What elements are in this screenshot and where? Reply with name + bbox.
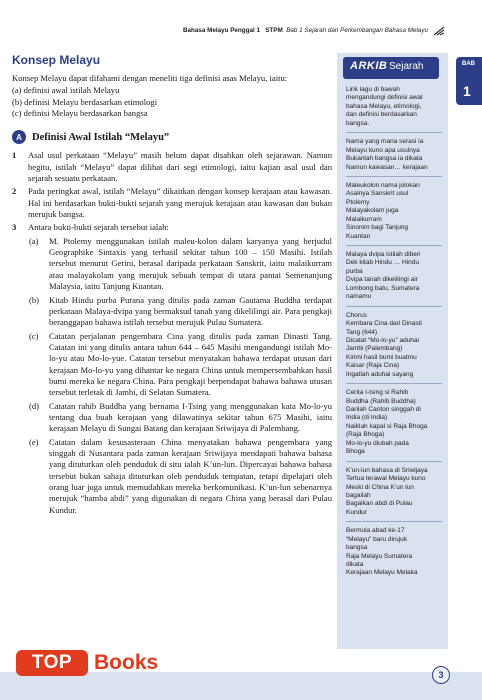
item-letter: (d) (29, 400, 40, 411)
sidebar-note (346, 182, 442, 246)
note-line: Tertua terawal Melayu kuno (346, 475, 426, 483)
item-letter: (b) (29, 294, 40, 305)
note-line: Cerita I-tsing si Rahib (346, 389, 409, 397)
item-letter: (a) (29, 235, 39, 246)
note-line: bangsa (346, 544, 368, 552)
definition-list (12, 85, 332, 119)
numbered-point (12, 222, 332, 233)
evidence-item (28, 331, 332, 399)
note-line: mengandungi definisi awal (346, 94, 423, 102)
note-line: dan definisi berdasarkan (346, 111, 417, 119)
note-line: bahasa Melayu, etimologi, (346, 102, 422, 110)
note-line: Raja Melayu Sumatera (346, 552, 413, 560)
definition-item: (b) definisi Melayu berdasarkan etimologi (12, 96, 158, 107)
topbooks-watermark (16, 650, 186, 676)
chapter-title: Bab 1 Sejarah dan Perkembangan Bahasa Melayu (286, 27, 428, 34)
note-line: Jambi (Palembang) (346, 345, 403, 353)
note-line: Darilah Canton singgah di (346, 406, 421, 413)
evidence-item (28, 401, 332, 435)
arkib-label: ARKIB (350, 60, 388, 72)
note-line: Meski di China K’un lun (346, 483, 414, 491)
note-line: dikata (346, 561, 364, 568)
note-line: “Melayu” baru dirujuk (346, 535, 408, 543)
note-line: Kuantan (346, 232, 371, 240)
sidebar-note (346, 527, 442, 582)
intro-paragraph: Konsep Melayu dapat difahami dengan meneliti tiga definisi asas Melayu, iaitu: (12, 73, 288, 83)
point-number: 3 (12, 222, 17, 233)
main-content (12, 53, 332, 518)
note-line: Lirik lagu di bawah (346, 86, 400, 93)
evidence-item (28, 236, 332, 293)
evidence-item (28, 295, 332, 329)
note-line: Kerajaan Melayu Melaka (346, 569, 418, 577)
section-title: Konsep Melayu (12, 53, 101, 67)
stpm-label: STPM (265, 27, 283, 34)
sidebar-note (346, 312, 442, 385)
note-line: Mo-lo-yu diubah pada (346, 439, 409, 447)
note-line: Ptolemy (346, 198, 370, 206)
note-line: Sinonim bagi Tanjung (346, 224, 409, 232)
sidebar-note (346, 138, 442, 177)
bab-label: BAB (462, 61, 475, 67)
evidence-item (28, 437, 332, 516)
note-line: Malayakolam juga (346, 207, 399, 215)
note-line: Ingatlah aduhai sayang (346, 370, 414, 378)
definition-item: (a) definisi awal istilah Melayu (12, 85, 120, 96)
arkib-sidebar (337, 53, 448, 649)
note-line: K’un-lun bahasa di Sriwijaya (346, 466, 428, 474)
note-line: India (di India) (346, 414, 388, 422)
footer-band (0, 672, 482, 700)
book-title: Bahasa Melayu Penggal 1 (182, 27, 260, 34)
note-line: Asalnya Sanskrit usul (346, 190, 409, 198)
note-line: Dvipa tanah dikelilingi air (346, 276, 418, 284)
page-number: 3 (432, 666, 450, 684)
note-line: Maleukolon nama jolokan (346, 181, 420, 189)
sidebar-note (346, 467, 442, 523)
point-text: Asal usul perkataan “Melayu” masih belum dapat disahkan oleh sejarawan. Namun begitu, istilah “Melayu” dapat dilihat dari segi etimologi, iaitu kajian asal usul dan sejarah sesuatu perkataan. (28, 150, 332, 184)
running-header (183, 27, 428, 34)
note-line: Lombong batu, Sumatera (346, 284, 420, 292)
subsection-title: Definisi Awal Istilah “Melayu” (32, 131, 170, 143)
note-line: Nama yang mana serasi ia (346, 138, 424, 146)
point-text: Antara bukti-bukti sejarah tersebut ialah: (28, 222, 169, 233)
sejarah-label: Sejarah (389, 61, 424, 72)
item-text: Catatan dalam kesusasteraan China menyatakan bahawa pengembara yang singgah di Nusantara pada zaman kerajaan Sriwijaya mendapati bahawa bahasa yang dituturkan oleh penduduk di situ ialah K’un-lun. Dipercayai bahawa bahasa tersebut bukan sahaja dituturkan oleh penduduk tempatan, tetapi dipelajari oleh orang luar juga untuk memudahkan mereka berkomunikasi. K’un-lun sebenarnya merujuk “hamba abdi” yang digunakan di negara China yang berasal dari Pulau Kundur. (49, 436, 332, 515)
sidebar-note (346, 251, 442, 307)
note-line: Bermula abad ke-17 (346, 527, 405, 535)
definition-item: (c) definisi Melayu berdasarkan bangsa (12, 108, 148, 119)
signal-icon (432, 24, 446, 36)
item-letter: (e) (29, 436, 39, 447)
note-line: Bhoga (346, 448, 365, 456)
note-line: Kembara Cina dari Dinasti (346, 320, 422, 328)
bab-number: 1 (463, 83, 471, 99)
watermark-books: Books (94, 651, 159, 674)
note-line: Dek kitab Hindu … Hindu (346, 259, 419, 267)
item-text: Catatan perjalanan pengembara Cina yang ditulis pada zaman Dinasti Tang. Catatan ini yang ditulis antara tahun 644 – 645 Masihi mengandungi istilah Mo-lo-yu atau Mo-lo-yue. Catatan tersebut menyatakan bahawa terdapat utusan dari kerajaan Mo-lo-yu yang dihantar ke negara China untuk mempersembahkan hasil bumi mereka ke negara China. Para pengkaji berpendapat bahawa bahawa utusan tersebut terletak di Jambi, di Selatan Sumatera. (49, 330, 332, 398)
numbered-point (12, 186, 332, 220)
note-line: purba (346, 267, 363, 275)
sidebar-notes (346, 86, 442, 587)
note-line: Buddha (Rahib Buddha) (346, 397, 416, 405)
point-text: Pada peringkat awal, istilah “Melayu” dikaitkan dengan konsep kerajaan atau kawasan. Hal ini berdasarkan bukti-bukti sejarah yang merujuk kerajaan atau kawasan dan bukan merujuk bangsa. (28, 186, 332, 220)
note-line: Malaikurram (346, 215, 382, 223)
arkib-title (343, 57, 444, 79)
note-line: Naiklah kapal si Raja Bhoga (346, 422, 428, 430)
note-line: namamu (346, 293, 372, 301)
sidebar-note (346, 389, 442, 462)
note-line: bagailah (346, 491, 371, 499)
note-line: Namun kawasan… kerajaan (346, 163, 428, 171)
item-text: M. Ptolemy menggunakan istilah maleu-kolon dalam karyanya yang berjudul Geographike Sintaxis yang terhasil sekitar tahun 100 – 150 Masihi. Istilah tersebut menurut Gerini, berasal daripada perkataan Sanskrit, iaitu malaikurram atau malayakolam yang merujuk sebuah tempat di utara pantai Semenanjung Malaysia, iaitu Tanjung Kuantan. (49, 235, 332, 292)
note-line: (Raja Bhoga) (346, 431, 385, 439)
note-line: bangsa. (346, 119, 370, 127)
item-text: Kitab Hindu purba Purana yang ditulis pada zaman Gautama Buddha terdapat perkataan Malaya-dvipa yang bermaksud tanah yang dikelilingi air. Para pengkaji beranggapan bahawa istilah tersebut merujuk Pulau Sumatera. (49, 294, 332, 328)
note-line: Tang (644) (346, 328, 378, 336)
note-line: Kundur (346, 508, 367, 516)
note-line: Bukanlah bangsa ia dikata (346, 155, 423, 163)
note-line: Malaya dvipa istilah diberi (346, 251, 421, 258)
note-line: Bagaikan abdi di Pulau (346, 500, 413, 508)
point-number: 1 (12, 150, 17, 161)
note-line: Kaisar (Raja Cina) (346, 362, 400, 370)
point-number: 2 (12, 186, 17, 197)
note-line: Melayu kuno apa usulnya (346, 146, 420, 154)
note-line: Kirimi hasil bumi buatmu (346, 353, 417, 361)
subsection-heading (12, 130, 332, 144)
page-header (0, 0, 482, 44)
item-letter: (c) (29, 330, 39, 341)
sidebar-note (346, 86, 442, 133)
note-line: Dicatat “Mo-lo-yu” aduhai (346, 336, 419, 344)
chapter-tab (456, 57, 482, 105)
evidence-list (28, 236, 332, 516)
subsection-badge: A (12, 130, 26, 144)
note-line: Chorus (346, 311, 367, 319)
item-text: Catatan rahib Buddha yang bernama I-Tsing yang menggunakan kata Mo-lo-yu tentang dua buah kerajaan yang dilawatinya sekitar tahun 675 Masihi, iaitu kerajaan Melayu di Sungai Batang dan kerajaan Sriwijaya di Palembang. (49, 400, 332, 434)
watermark-top: TOP (16, 650, 88, 676)
numbered-point (12, 150, 332, 184)
